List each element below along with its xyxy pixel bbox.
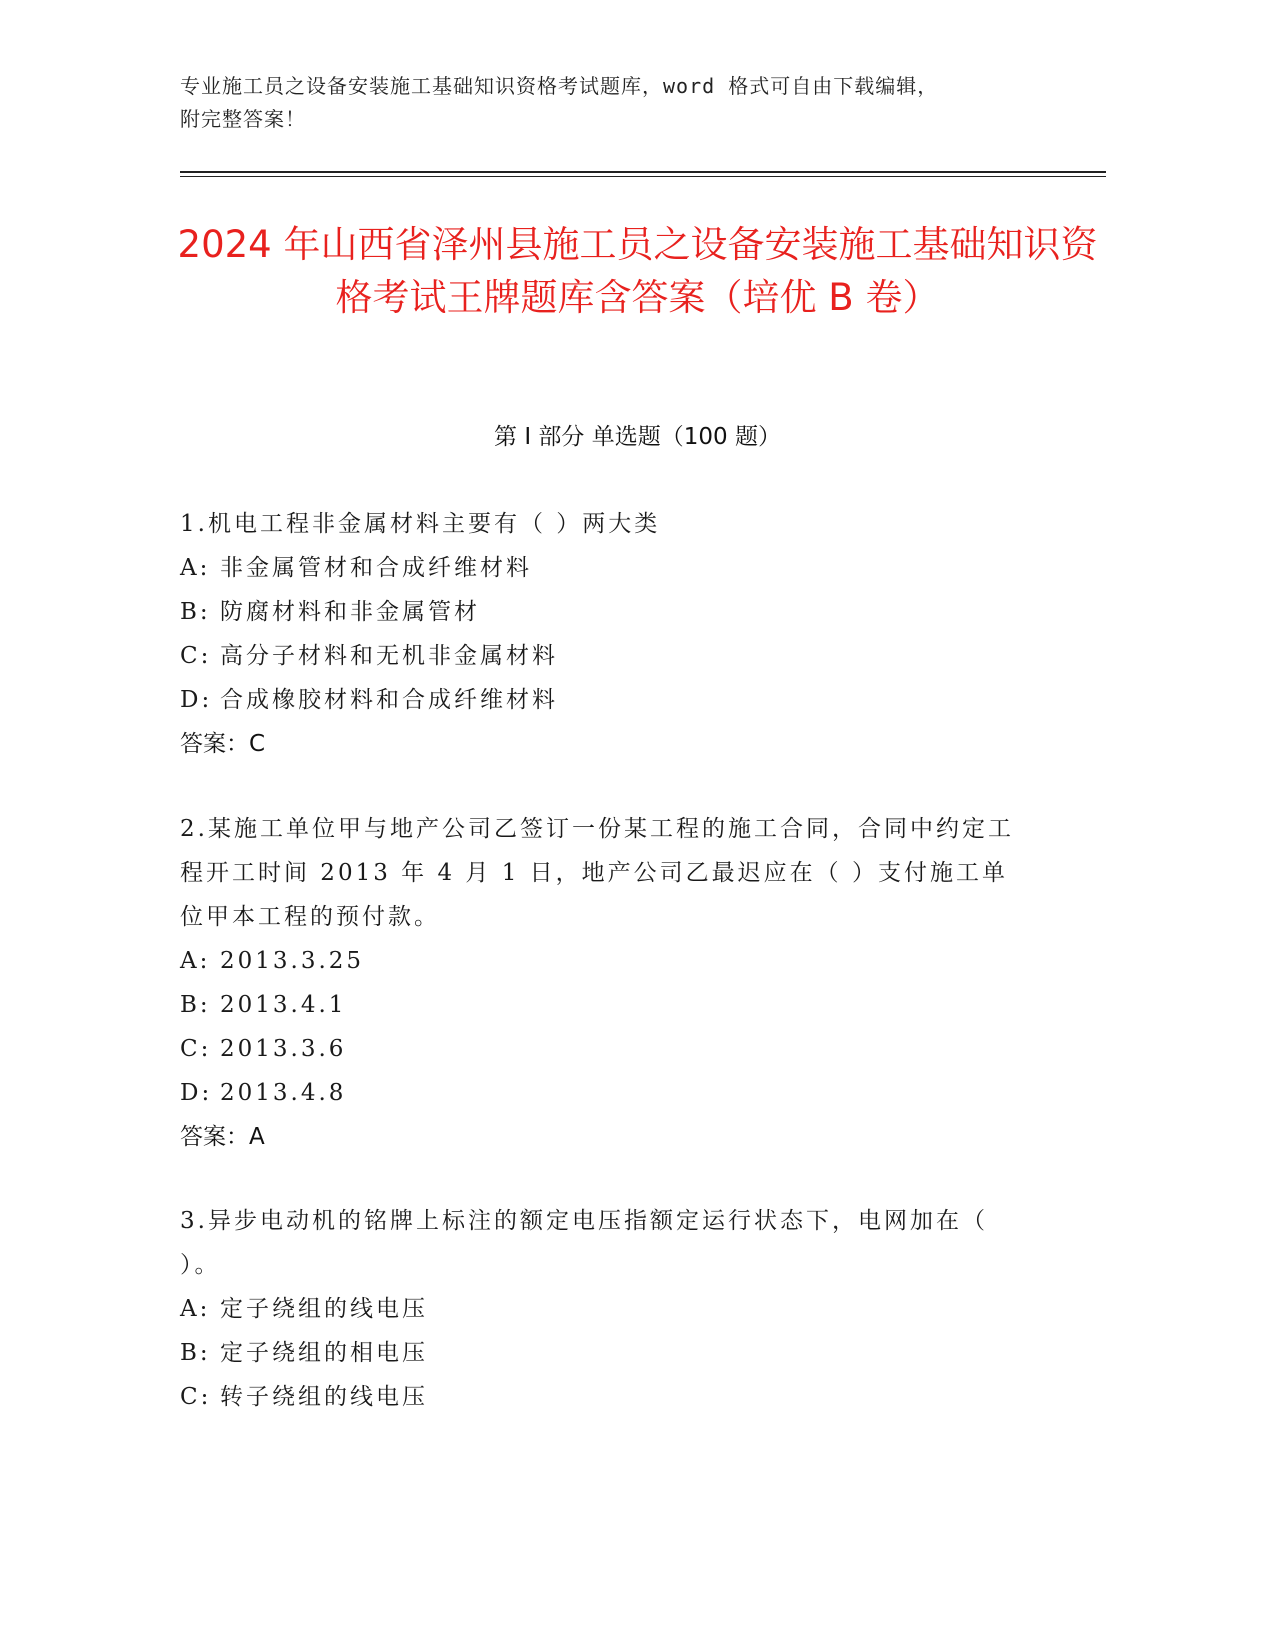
option-d [180, 678, 1020, 722]
option-key: C: [180, 1036, 212, 1062]
option-key: D: [180, 1080, 213, 1106]
question-1 [180, 502, 1020, 766]
option-text: 2013.4.8 [220, 1080, 347, 1106]
section-heading: 第 I 部分 单选题（100 题） [494, 424, 781, 450]
document-header-note [180, 70, 1060, 136]
option-key: B: [180, 1340, 211, 1366]
option-text: 转子绕组的线电压 [220, 1384, 428, 1410]
option-key: B: [180, 599, 211, 625]
header-divider-thin [180, 176, 1106, 177]
option-c [180, 634, 1020, 678]
option-text: 2013.3.25 [220, 948, 365, 974]
option-b [180, 983, 1020, 1027]
option-key: B: [180, 992, 211, 1018]
question-stem: 1.机电工程非金属材料主要有（ ）两大类 [180, 511, 661, 537]
header-line-1: 专业施工员之设备安装施工基础知识资格考试题库，word 格式可自由下载编辑， [180, 74, 939, 98]
option-c [180, 1375, 1020, 1419]
question-stem: 3.异步电动机的铭牌上标注的额定电压指额定运行状态下，电网加在（ ）。 [180, 1208, 988, 1278]
question-2 [180, 807, 1020, 1159]
option-text: 2013.4.1 [220, 992, 347, 1018]
option-key: C: [180, 643, 212, 669]
question-3 [180, 1199, 1020, 1419]
option-text: 2013.3.6 [220, 1036, 347, 1062]
option-text: 非金属管材和合成纤维材料 [220, 555, 532, 581]
option-b [180, 590, 1020, 634]
option-b [180, 1331, 1020, 1375]
header-line-2: 附完整答案！ [180, 107, 306, 131]
question-stem: 2.某施工单位甲与地产公司乙签订一份某工程的施工合同，合同中约定工程开工时间 2013 年 4 月 1 日，地产公司乙最迟应在（ ）支付施工单位甲本工程的预付款。 [180, 816, 1014, 930]
option-a [180, 546, 1020, 590]
option-d [180, 1071, 1020, 1115]
option-text: 合成橡胶材料和合成纤维材料 [220, 687, 558, 713]
option-key: A: [180, 1296, 211, 1322]
option-key: A: [180, 948, 211, 974]
option-key: C: [180, 1384, 212, 1410]
option-c [180, 1027, 1020, 1071]
option-key: D: [180, 687, 213, 713]
answer: 答案：C [180, 731, 266, 757]
option-text: 防腐材料和非金属管材 [220, 599, 480, 625]
option-a [180, 939, 1020, 983]
header-divider-thick [180, 171, 1106, 173]
answer: 答案：A [180, 1124, 265, 1150]
document-title: 2024 年山西省泽州县施工员之设备安装施工基础知识资格考试王牌题库含答案（培优 B 卷） [177, 223, 1098, 319]
option-key: A: [180, 555, 211, 581]
option-a [180, 1287, 1020, 1331]
option-text: 定子绕组的线电压 [220, 1296, 428, 1322]
option-text: 定子绕组的相电压 [220, 1340, 428, 1366]
option-text: 高分子材料和无机非金属材料 [220, 643, 558, 669]
